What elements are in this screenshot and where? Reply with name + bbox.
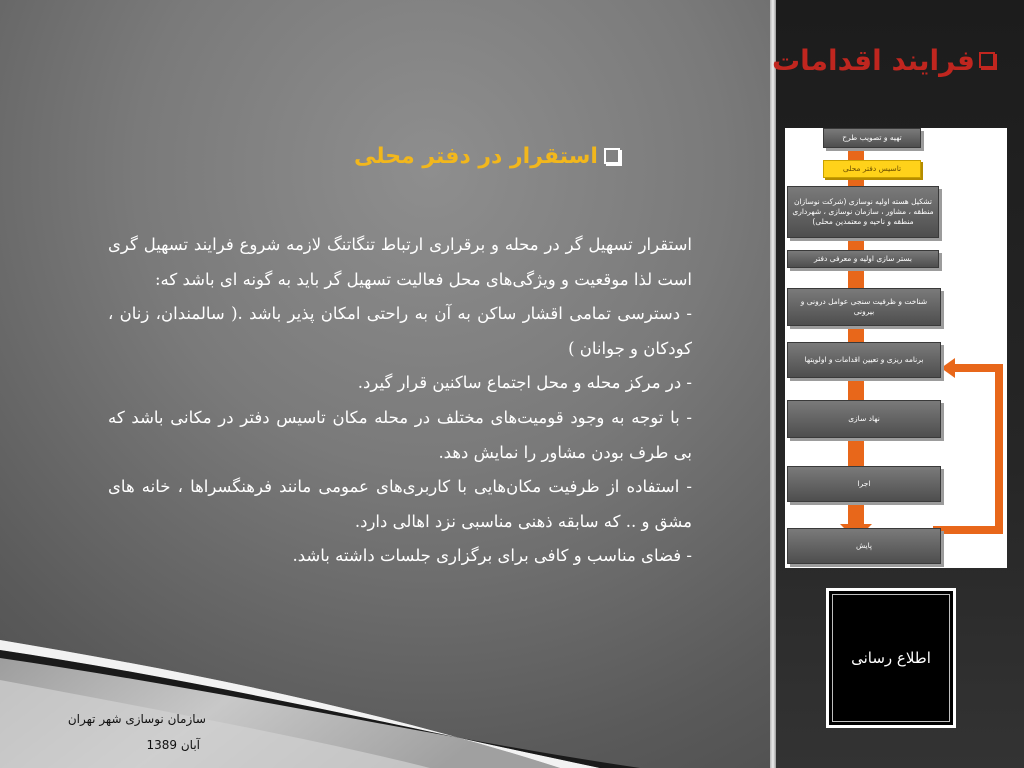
body-paragraph: - با توجه به وجود قومیت‌های مختلف در محله مکان تاسیس دفتر در مکانی باشد که بی طرف بودن مشاور را نمایش دهد. [108, 407, 692, 462]
body-paragraph: استقرار تسهیل گر در محله و برقراری ارتباط تنگاتنگ لازمه شروع فرایند تسهیل گری است لذا موقعیت و ویژگی‌های محل فعالیت تسهیل گر باید به گونه ای باشد که: [108, 235, 692, 289]
flowchart-feedback-loop [933, 368, 999, 530]
body-paragraph: - استفاده از ظرفیت مکان‌هایی با کاربری‌های عمومی مانند فرهنگسراها ، خانه های مشق و .. که سابقه ذهنی مناسبی نزد اهالی دارد. [108, 477, 692, 531]
info-box [826, 588, 956, 728]
flowchart-step: بستر سازی اولیه و معرفی دفتر [787, 250, 939, 268]
flowchart-step: تشکیل هسته اولیه نوسازی (شرکت نوسازان منطقه ، مشاور ، سازمان نوسازی ، شهرداری منطقه و ناحیه و معتمدین محلی) [787, 186, 939, 238]
flowchart-step: تهیه و تصویب طرح [823, 128, 921, 148]
body-paragraph: - فضای مناسب و کافی برای برگزاری جلسات داشته باشد. [292, 546, 692, 566]
checkbox-bullet-icon [604, 148, 620, 164]
body-text [108, 228, 692, 574]
flowchart-step: برنامه ریزی و تعیین اقدامات و اولویتها [787, 342, 941, 378]
flowchart-step: اجرا [787, 466, 941, 502]
flowchart-feedback-arrow-head [941, 358, 955, 378]
section-title [354, 138, 694, 174]
page-title [772, 40, 1012, 80]
flowchart-step-highlight: تاسیس دفتر محلی [823, 160, 921, 178]
process-flowchart [785, 128, 1007, 568]
body-paragraph: - در مرکز محله و محل اجتماع ساکنین قرار گیرد. [357, 373, 692, 393]
flowchart-step: شناخت و ظرفیت سنجی عوامل درونی و بیرونی [787, 288, 941, 326]
footer-date: آبان 1389 [146, 738, 200, 752]
page-title-text: فرایند اقدامات [772, 43, 975, 77]
body-paragraph: - دسترسی تمامی اقشار ساکن به آن به راحتی امکان پذیر باشد .( سالمندان، زنان ، کودکان و جوانان ) [108, 304, 692, 358]
flowchart-step: پایش [787, 528, 941, 564]
flowchart-step: نهاد سازی [787, 400, 941, 438]
checkbox-bullet-icon [979, 52, 995, 68]
info-box-label: اطلاع رسانی [851, 649, 931, 667]
footer-organization: سازمان نوسازی شهر تهران [67, 712, 206, 726]
section-title-text: استقرار در دفتر محلی [354, 143, 598, 169]
